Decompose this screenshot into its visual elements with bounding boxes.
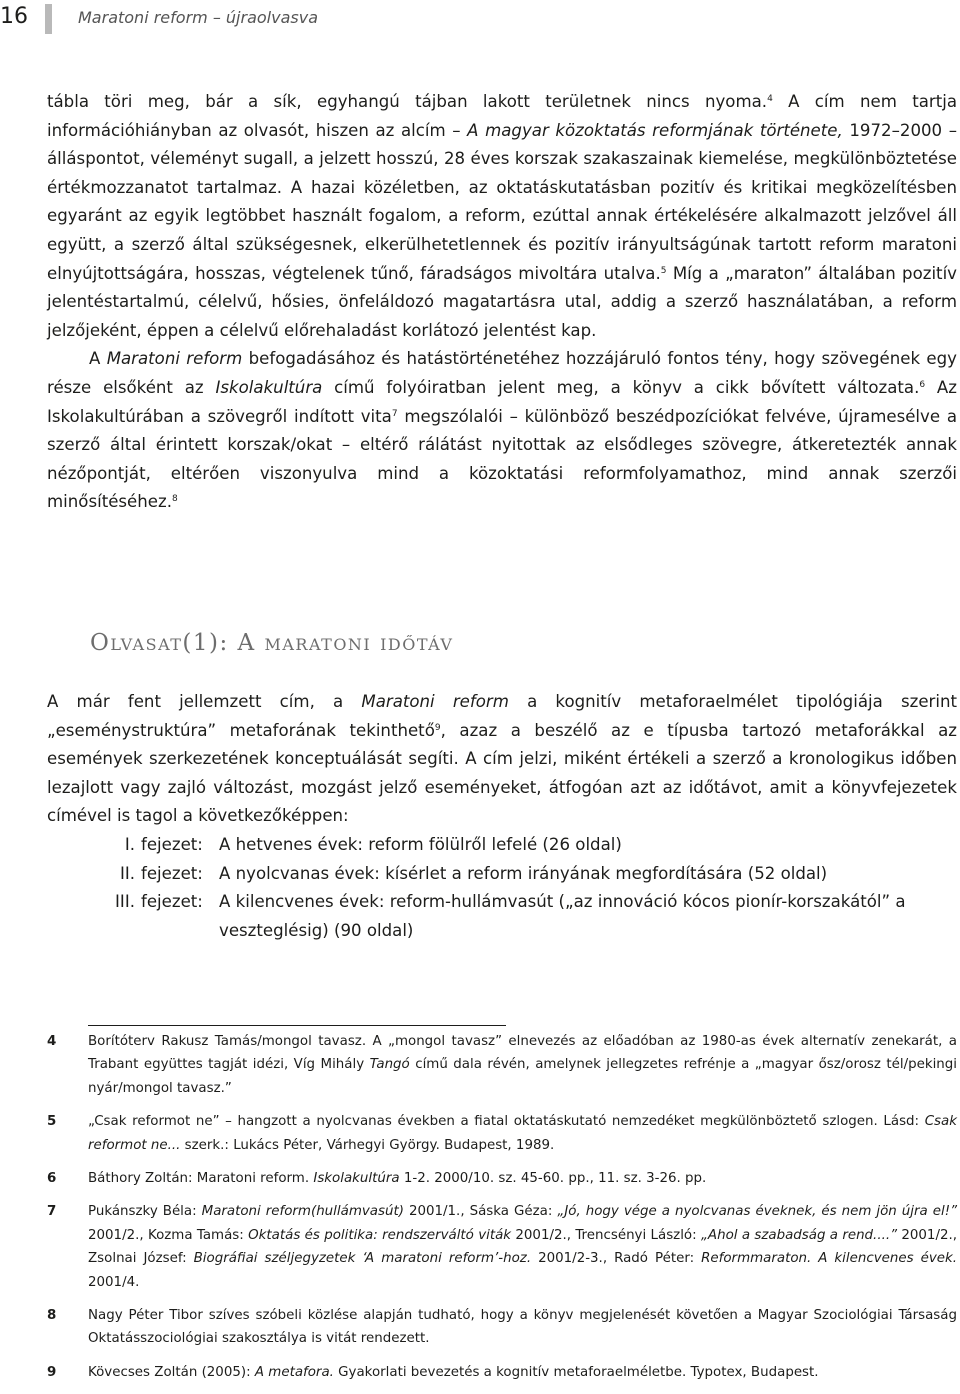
text-run: című dala révén, amelynek jellegzetes refrénje a „magyar ősz/orosz tél/pekingi nyár/mongol tavasz.” <box>88 1057 958 1096</box>
text-run: című folyóiratban jelent meg, a könyv a cikk bővített változata. <box>322 377 920 397</box>
text-run: Gyakorlati bevezetés a kognitív metaforaelméletbe. Typotex, Budapest. <box>333 1364 819 1380</box>
text-run: 2001/2., Trencsényi László: <box>511 1227 701 1243</box>
text-run: 2001/2., Kozma Tamás: <box>88 1227 249 1243</box>
main-text-lower <box>47 688 957 945</box>
text-run: „Csak reformot ne” – hangzott a nyolcvanas években a fiatal oktatáskutató nemzedéket megkülönböztető szlogen. Lásd: <box>88 1114 925 1130</box>
footnote-ref-5[interactable]: 5 <box>660 265 667 276</box>
text-run-italic: Tangó <box>369 1057 410 1073</box>
paragraph-1 <box>47 88 957 345</box>
text-run-italic: Oktatás és politika: rendszerváltó viták <box>248 1227 512 1243</box>
footnote-number: 9 <box>47 1364 57 1380</box>
text-run: 1-2. 2000/10. sz. 45-60. pp., 11. sz. 3-26. pp. <box>399 1171 707 1187</box>
book-title-italic: Maratoni reform <box>106 349 243 369</box>
text-run: Míg a „maraton” általában pozitív jelentéstartalmú, célelvű, hősies, önfeláldozó magatartásra utal, addig a szerző használatában, a reform jelzőjeként, éppen a célelvű előrehaladást korlátozó jelentést kap. <box>47 263 957 340</box>
footnote-5 <box>47 1110 957 1157</box>
journal-title-italic: Iskolakultúra <box>215 377 323 397</box>
chapter-title: A hetvenes évek: reform fölülről lefelé (26 oldal) <box>219 834 622 854</box>
footnote-6 <box>47 1167 957 1190</box>
header-divider <box>45 4 52 34</box>
footnote-7 <box>47 1200 957 1294</box>
chapter-title: A kilencvenes évek: reform-hullámvasút („az innováció kócos pionír-korszakától” a veszteglésig) (90 oldal) <box>219 892 906 940</box>
chapter-keyword: fejezet: <box>141 892 203 912</box>
footnote-ref-8[interactable]: 8 <box>171 494 178 505</box>
text-run: befogadásához és hatástörténetéhez hozzájáruló fontos tény, hogy szövegének egy része elsőként az <box>47 349 957 397</box>
text-run-italic: Maratoni reform(hullámvasút) <box>201 1204 404 1220</box>
text-run-italic: A metafora. <box>254 1364 334 1380</box>
running-title: Maratoni reform – újraolvasva <box>78 8 318 27</box>
text-run-italic: Reformmaraton. A kilencvenes évek. <box>701 1251 957 1267</box>
chapter-number: III. <box>115 892 135 912</box>
footnote-number: 6 <box>47 1171 57 1187</box>
footnotes-divider <box>88 1025 506 1026</box>
paragraph-2 <box>47 345 957 517</box>
text-run-italic: „Ahol a szabadság a rend....” <box>700 1227 898 1243</box>
text-run: Báthory Zoltán: Maratoni reform. <box>88 1171 314 1187</box>
text-run-italic: „Jó, hogy vége a nyolcvanas éveknek, és nem jön újra el!” <box>557 1204 958 1220</box>
section-heading: Olvasat(1): A maratoni időtáv <box>90 630 454 656</box>
subtitle-italic: A magyar közoktatás reformjának története, <box>467 120 843 140</box>
page-number: 16 <box>0 4 28 29</box>
text-run: 2001/2., Zsolnai József: <box>88 1227 957 1267</box>
text-run-italic: Iskolakultúra <box>313 1171 400 1187</box>
text-run: 2001/4. <box>88 1274 140 1290</box>
footnote-4 <box>47 1030 957 1100</box>
chapter-keyword: fejezet: <box>141 834 203 854</box>
footnote-ref-7[interactable]: 7 <box>391 408 398 419</box>
chapter-keyword: fejezet: <box>141 863 203 883</box>
text-run: Borítóterv Rakusz Tamás/mongol tavasz. A „mongol tavasz” elnevezés az előadóban az 1980-as évek alternatív zenekarát, a Trabant együttes tagját idézi, Víg Mihály <box>88 1034 957 1073</box>
text-run-italic: Csak reformot ne... <box>88 1114 957 1153</box>
text-run: 2001/2-3., Radó Péter: <box>531 1251 702 1267</box>
footnote-ref-4[interactable]: 4 <box>767 94 773 104</box>
text-run: Nagy Péter Tibor szíves szóbeli közlése alapján tudható, hogy a könyv megjelenését követően a Magyar Szociológiai Társaság Oktatásszociológiai szakosztálya is vitát rendezett. <box>88 1308 957 1347</box>
chapter-list <box>47 831 957 945</box>
list-item <box>47 888 957 945</box>
footnote-number: 8 <box>47 1308 57 1324</box>
text-run: A már fent jellemzett cím, a <box>47 692 362 711</box>
paragraph-3 <box>47 688 957 831</box>
text-run: Kövecses Zoltán (2005): <box>88 1364 255 1380</box>
footnote-number: 7 <box>47 1204 57 1220</box>
footnote-ref-9[interactable]: 9 <box>434 722 441 733</box>
text-run: A <box>89 349 107 369</box>
chapter-number: I. <box>124 834 135 854</box>
main-text-upper <box>47 88 957 517</box>
text-run: Pukánszky Béla: <box>88 1204 202 1220</box>
chapter-number: II. <box>119 863 135 883</box>
text-run: tábla töri meg, bár a sík, egyhangú tájban lakott területnek nincs nyoma. <box>47 92 768 111</box>
page-header <box>0 0 960 40</box>
list-item <box>47 831 957 860</box>
text-run: Az Iskolakultúrában a szövegről indított vita <box>47 377 957 426</box>
footnote-number: 5 <box>47 1114 57 1130</box>
text-run: szerk.: Lukács Péter, Várhegyi György. Budapest, 1989. <box>180 1137 555 1153</box>
list-item <box>47 860 957 889</box>
book-title-italic: Maratoni reform <box>361 692 509 711</box>
text-run: 2001/1., Sáska Géza: <box>403 1204 558 1220</box>
footnotes <box>47 1030 957 1394</box>
chapter-title: A nyolcvanas évek: kísérlet a reform irányának megfordítására (52 oldal) <box>219 863 828 883</box>
text-run: a kognitív metaforaelmélet tipológiája szerint „eseménystruktúra” metaforának tekinthető <box>47 692 957 740</box>
text-run: megszólalói – különböző beszédpozíciókat felvéve, újramesélve a szerző által érintett korszak/okat – eltérő rálátást nyitottak az elsődleges szövegre, átkeretezték annak nézőpontját, eltérően viszonyulva mind a közoktatási reformfolyamathoz, mind annak szerzői minősítéséhez. <box>47 406 957 512</box>
footnote-8 <box>47 1304 957 1351</box>
text-run: , azaz a beszélő az e típusba tartozó metaforákkal az események szerkezetének konceptuálását segíti. A cím jelzi, miként értékeli a szerző a kronologikus időben lezajlott vagy zajló változást, mozgást jelző eseményeket, átfogóan azt az időtávot, amit a könyvfejezetek címével is tagol a következőképpen: <box>47 720 957 826</box>
footnote-number: 4 <box>47 1034 57 1049</box>
text-run: A cím nem tartja információhiányban az olvasót, hiszen az alcím – <box>47 92 957 140</box>
footnote-ref-6[interactable]: 6 <box>919 379 926 390</box>
text-run-italic: Biográfiai széljegyzetek ‘A maratoni reform’-hoz. <box>193 1251 532 1267</box>
text-run: 1972–2000 – álláspontot, véleményt sugall, a jelzett hosszú, 28 éves korszak szakaszainak kiemelése, megkülönböztetése értékmozzanatot tartalmaz. A hazai közéletben, az oktatáskutatásban pozitív és kritikai megközelítésben egyaránt az egyik legtöbbet használt fogalom, a reform, ezúttal annak értékelésére alkalmazott jelzővel áll együtt, a szerző által szükségesnek, elkerülhetetlennek és pozitív irányultságúnak tartott reform maratoni elnyújtottságára, hosszas, végtelenek tűnő, fáradságos mivoltára utalva. <box>47 120 958 283</box>
